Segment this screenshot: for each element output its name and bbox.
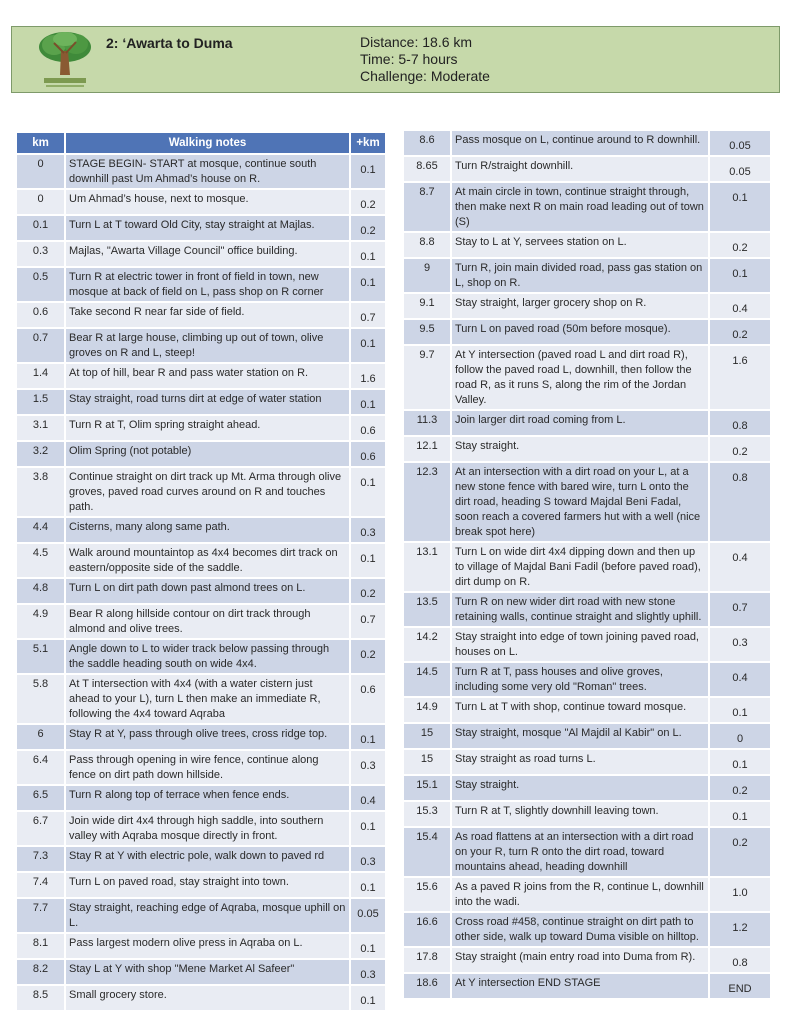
walking-note-cell: Small grocery store. <box>66 986 351 1012</box>
km-cell: 9 <box>404 259 452 294</box>
plus-km-cell: 0.05 <box>710 157 772 183</box>
table-row <box>17 518 387 544</box>
km-cell: 4.5 <box>17 544 66 579</box>
plus-km-cell: 0.2 <box>351 640 387 675</box>
plus-km-cell: 0.2 <box>710 828 772 878</box>
walking-note-cell: Continue straight on dirt track up Mt. Arma through olive groves, paved road curves around on R and touches path. <box>66 468 351 518</box>
table-row <box>17 579 387 605</box>
plus-km-cell: 0.6 <box>351 675 387 725</box>
distance-text: Distance: 18.6 km <box>360 34 473 50</box>
table-row <box>17 725 387 751</box>
km-cell: 8.1 <box>17 934 66 960</box>
stage-stats <box>360 34 490 85</box>
walking-note-cell: Join wide dirt 4x4 through high saddle, into southern valley with Aqraba mosque directly in front. <box>66 812 351 847</box>
table-row <box>404 437 772 463</box>
walking-note-cell: Olim Spring (not potable) <box>66 442 351 468</box>
walking-note-cell: At T intersection with 4x4 (with a water cistern just ahead to your L), turn L then make an immediate R, following the 4x4 toward Aqraba <box>66 675 351 725</box>
plus-km-cell: 0.1 <box>351 544 387 579</box>
plus-km-cell: 0.7 <box>351 303 387 329</box>
walking-note-cell: Stay straight. <box>452 776 710 802</box>
table-row <box>404 593 772 628</box>
walking-note-cell: Pass largest modern olive press in Aqraba on L. <box>66 934 351 960</box>
plus-km-cell: 0.8 <box>710 411 772 437</box>
km-cell: 7.4 <box>17 873 66 899</box>
km-cell: 8.65 <box>404 157 452 183</box>
walking-note-cell: Cisterns, many along same path. <box>66 518 351 544</box>
walking-note-cell: Pass mosque on L, continue around to R downhill. <box>452 131 710 157</box>
table-row <box>17 751 387 786</box>
walking-note-cell: Turn R on new wider dirt road with new stone retaining walls, continue straight and slightly uphill. <box>452 593 710 628</box>
walking-note-cell: At an intersection with a dirt road on your L, at a new stone fence with bared wire, turn L onto the dirt road, heading S toward Majdal Beni Fadal, soon reach a covered farmers hut with a well (nice break spot here) <box>452 463 710 543</box>
plus-km-cell: 0.3 <box>351 847 387 873</box>
walking-note-cell: As a paved R joins from the R, continue L, downhill into the wadi. <box>452 878 710 913</box>
plus-km-cell: 0.1 <box>351 242 387 268</box>
plus-km-cell: 0.4 <box>710 663 772 698</box>
table-row <box>404 878 772 913</box>
walking-note-cell: Stay straight. <box>452 437 710 463</box>
walking-note-cell: Turn R at T, pass houses and olive groves, including some very old "Roman" trees. <box>452 663 710 698</box>
plus-km-cell: 0.3 <box>351 751 387 786</box>
table-row <box>17 329 387 364</box>
walking-note-cell: Walk around mountaintop as 4x4 becomes dirt track on eastern/opposite side of the saddle. <box>66 544 351 579</box>
walking-note-cell: Um Ahmad’s house, next to mosque. <box>66 190 351 216</box>
table-row <box>404 628 772 663</box>
km-cell: 7.3 <box>17 847 66 873</box>
plus-km-cell: 0.6 <box>351 416 387 442</box>
walking-note-cell: Take second R near far side of field. <box>66 303 351 329</box>
plus-km-cell: 0.3 <box>351 960 387 986</box>
km-cell: 3.2 <box>17 442 66 468</box>
km-cell: 1.4 <box>17 364 66 390</box>
walking-note-cell: Turn R, join main divided road, pass gas station on L, shop on R. <box>452 259 710 294</box>
table-row <box>404 543 772 593</box>
table-row <box>404 294 772 320</box>
table-row <box>17 847 387 873</box>
plus-km-cell: 0.8 <box>710 948 772 974</box>
plus-km-cell: 0.4 <box>710 543 772 593</box>
km-cell: 15.6 <box>404 878 452 913</box>
km-cell: 15.4 <box>404 828 452 878</box>
km-cell: 0.5 <box>17 268 66 303</box>
km-cell: 17.8 <box>404 948 452 974</box>
table-row <box>17 786 387 812</box>
walking-note-cell: Stay straight into edge of town joining paved road, houses on L. <box>452 628 710 663</box>
table-row <box>17 934 387 960</box>
table-row <box>404 776 772 802</box>
plus-km-cell: 0.3 <box>351 518 387 544</box>
km-cell: 8.8 <box>404 233 452 259</box>
plus-km-cell: 0.4 <box>710 294 772 320</box>
table-row <box>404 259 772 294</box>
plus-km-cell: 0.1 <box>351 329 387 364</box>
table-row <box>17 364 387 390</box>
walking-note-cell: At main circle in town, continue straight through, then make next R on main road leading out of town (S) <box>452 183 710 233</box>
table-row <box>17 155 387 190</box>
walking-note-cell: Turn L at T with shop, continue toward mosque. <box>452 698 710 724</box>
km-cell: 3.1 <box>17 416 66 442</box>
km-cell: 1.5 <box>17 390 66 416</box>
table-row <box>17 960 387 986</box>
stage-title: 2: ‘Awarta to Duma <box>106 35 233 51</box>
km-cell: 6 <box>17 725 66 751</box>
table-row <box>404 346 772 411</box>
right-table-body <box>404 131 772 1000</box>
table-row <box>17 303 387 329</box>
walking-note-cell: Stay straight, road turns dirt at edge of water station <box>66 390 351 416</box>
walking-note-cell: STAGE BEGIN- START at mosque, continue south downhill past Um Ahmad’s house on R. <box>66 155 351 190</box>
walking-note-cell: Stay straight, reaching edge of Aqraba, mosque uphill on L. <box>66 899 351 934</box>
walking-note-cell: Stay straight, larger grocery shop on R. <box>452 294 710 320</box>
km-cell: 8.6 <box>404 131 452 157</box>
plus-km-cell: 0.6 <box>351 442 387 468</box>
table-row <box>404 948 772 974</box>
table-row <box>17 216 387 242</box>
plus-km-cell: 0.1 <box>710 183 772 233</box>
plus-km-cell: END <box>710 974 772 1000</box>
table-row <box>404 663 772 698</box>
plus-km-cell: 0.1 <box>351 986 387 1012</box>
table-row <box>17 442 387 468</box>
km-cell: 0 <box>17 190 66 216</box>
walking-note-cell: Turn R/straight downhill. <box>452 157 710 183</box>
km-cell: 8.5 <box>17 986 66 1012</box>
plus-km-cell: 0.1 <box>351 268 387 303</box>
table-row <box>404 913 772 948</box>
table-row <box>17 640 387 675</box>
km-cell: 3.8 <box>17 468 66 518</box>
plus-km-cell: 0.7 <box>351 605 387 640</box>
table-row <box>17 986 387 1012</box>
walking-note-cell: Turn L on dirt path down past almond trees on L. <box>66 579 351 605</box>
km-cell: 6.7 <box>17 812 66 847</box>
walking-note-cell: Turn R at electric tower in front of field in town, new mosque at back of field on L, pass shop on R corner <box>66 268 351 303</box>
plus-km-cell: 0.1 <box>710 698 772 724</box>
walking-note-cell: Bear R along hillside contour on dirt track through almond and olive trees. <box>66 605 351 640</box>
km-cell: 15.1 <box>404 776 452 802</box>
km-cell: 16.6 <box>404 913 452 948</box>
plus-km-cell: 0.2 <box>351 190 387 216</box>
walking-note-cell: Stay R at Y with electric pole, walk down to paved rd <box>66 847 351 873</box>
walking-notes-table-left <box>17 133 387 1012</box>
km-cell: 15 <box>404 724 452 750</box>
km-cell: 9.1 <box>404 294 452 320</box>
walking-note-cell: Turn L at T toward Old City, stay straight at Majlas. <box>66 216 351 242</box>
plus-km-cell: 0.7 <box>710 593 772 628</box>
table-row <box>17 675 387 725</box>
plus-km-cell: 0.05 <box>351 899 387 934</box>
km-cell: 7.7 <box>17 899 66 934</box>
km-cell: 12.1 <box>404 437 452 463</box>
table-row <box>404 698 772 724</box>
km-cell: 5.8 <box>17 675 66 725</box>
table-row <box>404 802 772 828</box>
table-header-row <box>17 133 387 155</box>
walking-notes-table-right <box>404 131 772 1000</box>
walking-note-cell: Pass through opening in wire fence, continue along fence on dirt path down hillside. <box>66 751 351 786</box>
km-cell: 18.6 <box>404 974 452 1000</box>
km-cell: 0.7 <box>17 329 66 364</box>
plus-km-cell: 1.2 <box>710 913 772 948</box>
km-cell: 13.1 <box>404 543 452 593</box>
km-cell: 5.1 <box>17 640 66 675</box>
table-row <box>404 157 772 183</box>
km-cell: 4.4 <box>17 518 66 544</box>
tree-logo-icon <box>34 29 96 91</box>
km-cell: 14.5 <box>404 663 452 698</box>
table-row <box>17 190 387 216</box>
km-cell: 12.3 <box>404 463 452 543</box>
walking-note-cell: Turn R at T, slightly downhill leaving town. <box>452 802 710 828</box>
km-cell: 6.4 <box>17 751 66 786</box>
km-cell: 15.3 <box>404 802 452 828</box>
table-row <box>17 242 387 268</box>
km-cell: 15 <box>404 750 452 776</box>
table-row <box>17 268 387 303</box>
walking-note-cell: Stay R at Y, pass through olive trees, cross ridge top. <box>66 725 351 751</box>
column-header-km: km <box>17 133 66 155</box>
plus-km-cell: 0.2 <box>710 320 772 346</box>
table-row <box>404 724 772 750</box>
km-cell: 9.5 <box>404 320 452 346</box>
walking-note-cell: Angle down to L to wider track below passing through the saddle heading south on wide 4x4. <box>66 640 351 675</box>
walking-note-cell: Join larger dirt road coming from L. <box>452 411 710 437</box>
km-cell: 13.5 <box>404 593 452 628</box>
plus-km-cell: 0.3 <box>710 628 772 663</box>
table-row <box>404 183 772 233</box>
plus-km-cell: 0.1 <box>351 390 387 416</box>
left-table-body <box>17 155 387 1012</box>
walking-note-cell: Cross road #458, continue straight on dirt path to other side, walk up toward Duma visible on hilltop. <box>452 913 710 948</box>
km-cell: 14.2 <box>404 628 452 663</box>
km-cell: 11.3 <box>404 411 452 437</box>
table-row <box>404 750 772 776</box>
plus-km-cell: 0.2 <box>351 216 387 242</box>
km-cell: 14.9 <box>404 698 452 724</box>
plus-km-cell: 0.1 <box>351 934 387 960</box>
plus-km-cell: 1.6 <box>351 364 387 390</box>
plus-km-cell: 0.2 <box>710 233 772 259</box>
plus-km-cell: 0.1 <box>710 802 772 828</box>
column-header-plus-km: +km <box>351 133 387 155</box>
walking-note-cell: Majlas, "Awarta Village Council" office building. <box>66 242 351 268</box>
km-cell: 4.9 <box>17 605 66 640</box>
km-cell: 0 <box>17 155 66 190</box>
walking-note-cell: Turn R at T, Olim spring straight ahead. <box>66 416 351 442</box>
plus-km-cell: 0.1 <box>351 725 387 751</box>
column-header-walking-notes: Walking notes <box>66 133 351 155</box>
walking-note-cell: At Y intersection END STAGE <box>452 974 710 1000</box>
plus-km-cell: 0.8 <box>710 463 772 543</box>
walking-note-cell: Bear R at large house, climbing up out of town, olive groves on R and L, steep! <box>66 329 351 364</box>
table-row <box>17 468 387 518</box>
plus-km-cell: 0.2 <box>710 776 772 802</box>
walking-note-cell: At Y intersection (paved road L and dirt road R), follow the paved road L, downhill, then follow the road R, as it runs S, along the rim of the Jordan Valley. <box>452 346 710 411</box>
table-row <box>404 131 772 157</box>
walking-note-cell: Stay straight (main entry road into Duma from R). <box>452 948 710 974</box>
km-cell: 0.3 <box>17 242 66 268</box>
km-cell: 0.1 <box>17 216 66 242</box>
km-cell: 6.5 <box>17 786 66 812</box>
plus-km-cell: 0.2 <box>710 437 772 463</box>
km-cell: 0.6 <box>17 303 66 329</box>
table-row <box>404 828 772 878</box>
km-cell: 8.7 <box>404 183 452 233</box>
table-row <box>17 544 387 579</box>
walking-note-cell: Stay L at Y with shop "Mene Market Al Safeer" <box>66 960 351 986</box>
plus-km-cell: 0.1 <box>710 259 772 294</box>
walking-note-cell: Stay straight, mosque "Al Majdil al Kabir" on L. <box>452 724 710 750</box>
stage-header <box>11 26 780 93</box>
table-row <box>17 390 387 416</box>
plus-km-cell: 1.6 <box>710 346 772 411</box>
challenge-text: Challenge: Moderate <box>360 68 490 84</box>
km-cell: 9.7 <box>404 346 452 411</box>
plus-km-cell: 1.0 <box>710 878 772 913</box>
plus-km-cell: 0.1 <box>351 873 387 899</box>
plus-km-cell: 0.4 <box>351 786 387 812</box>
plus-km-cell: 0.05 <box>710 131 772 157</box>
km-cell: 8.2 <box>17 960 66 986</box>
walking-note-cell: Turn L on wide dirt 4x4 dipping down and then up to village of Majdal Bani Fadil (before paved road), dirt dump on R. <box>452 543 710 593</box>
table-row <box>17 899 387 934</box>
walking-note-cell: Stay to L at Y, servees station on L. <box>452 233 710 259</box>
walking-note-cell: Turn L on paved road (50m before mosque). <box>452 320 710 346</box>
walking-note-cell: Turn L on paved road, stay straight into town. <box>66 873 351 899</box>
plus-km-cell: 0.1 <box>351 155 387 190</box>
plus-km-cell: 0.1 <box>351 468 387 518</box>
walking-note-cell: At top of hill, bear R and pass water station on R. <box>66 364 351 390</box>
table-row <box>17 873 387 899</box>
table-row <box>17 605 387 640</box>
table-row <box>404 233 772 259</box>
walking-note-cell: As road flattens at an intersection with a dirt road on your R, turn R onto the dirt road, toward mountains ahead, heading downhill <box>452 828 710 878</box>
walking-note-cell: Stay straight as road turns L. <box>452 750 710 776</box>
walking-note-cell: Turn R along top of terrace when fence ends. <box>66 786 351 812</box>
time-text: Time: 5-7 hours <box>360 51 458 67</box>
table-row <box>17 812 387 847</box>
table-row <box>404 974 772 1000</box>
plus-km-cell: 0.1 <box>710 750 772 776</box>
plus-km-cell: 0.2 <box>351 579 387 605</box>
km-cell: 4.8 <box>17 579 66 605</box>
table-row <box>17 416 387 442</box>
table-row <box>404 463 772 543</box>
plus-km-cell: 0.1 <box>351 812 387 847</box>
table-row <box>404 411 772 437</box>
plus-km-cell: 0 <box>710 724 772 750</box>
table-row <box>404 320 772 346</box>
